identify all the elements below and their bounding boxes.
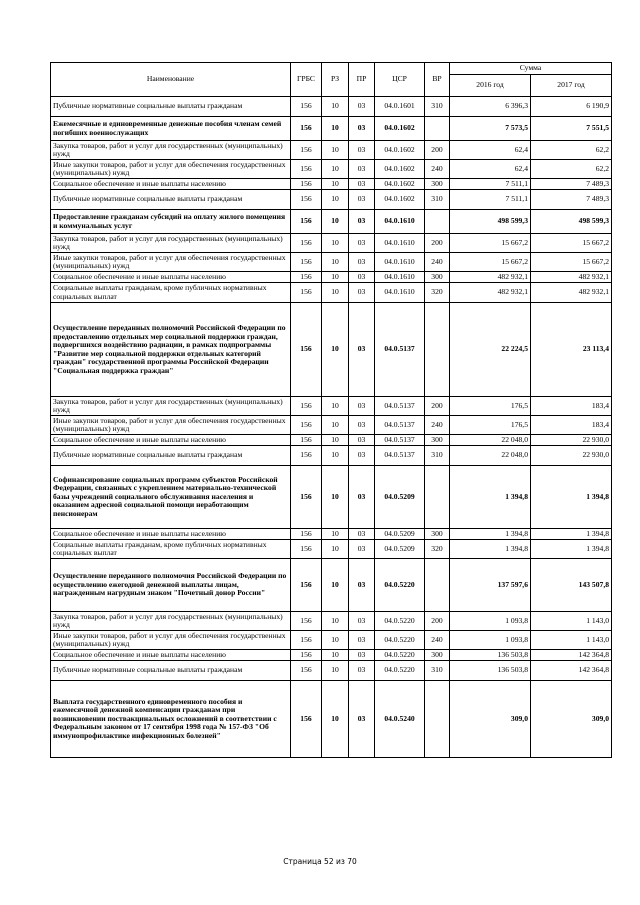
row-vr: 300 bbox=[425, 650, 450, 661]
table-row bbox=[51, 416, 612, 435]
row-sum-2016: 62,4 bbox=[450, 141, 531, 160]
row-pr: 03 bbox=[349, 117, 375, 141]
row-sum-2017: 183,4 bbox=[531, 416, 612, 435]
row-sum-2017: 22 930,0 bbox=[531, 435, 612, 446]
row-sum-2017: 143 507,8 bbox=[531, 559, 612, 612]
budget-table bbox=[50, 62, 612, 758]
row-rz: 10 bbox=[322, 466, 349, 529]
row-name: Социальное обеспечение и иные выплаты населению bbox=[51, 650, 291, 661]
row-sum-2016: 15 667,2 bbox=[450, 253, 531, 272]
row-sum-2017: 62,2 bbox=[531, 160, 612, 179]
row-rz: 10 bbox=[322, 612, 349, 631]
table-row bbox=[51, 179, 612, 190]
row-csr: 04.0.5137 bbox=[375, 446, 425, 466]
row-sum-2017: 142 364,8 bbox=[531, 650, 612, 661]
row-vr bbox=[425, 303, 450, 397]
row-sum-2016: 1 394,8 bbox=[450, 529, 531, 540]
row-sum-2016: 22 048,0 bbox=[450, 435, 531, 446]
row-name: Закупка товаров, работ и услуг для государственных (муниципальных) нужд bbox=[51, 234, 291, 253]
row-csr: 04.0.1602 bbox=[375, 160, 425, 179]
table-body bbox=[51, 97, 612, 758]
row-rz: 10 bbox=[322, 397, 349, 416]
row-csr: 04.0.5137 bbox=[375, 435, 425, 446]
row-sum-2016: 1 394,8 bbox=[450, 540, 531, 559]
header-rz: РЗ bbox=[322, 63, 349, 97]
row-csr: 04.0.1602 bbox=[375, 190, 425, 210]
row-name: Осуществление переданного полномочия Российской Федерации по осуществлению ежегодной денежной выплаты лицам, награжденным нагрудным знаком "Почетный донор России" bbox=[51, 559, 291, 612]
row-rz: 10 bbox=[322, 446, 349, 466]
row-csr: 04.0.1602 bbox=[375, 117, 425, 141]
row-pr: 03 bbox=[349, 612, 375, 631]
row-sum-2016: 15 667,2 bbox=[450, 234, 531, 253]
row-csr: 04.0.5220 bbox=[375, 661, 425, 681]
header-sum: Сумма bbox=[450, 63, 612, 75]
row-vr: 310 bbox=[425, 97, 450, 117]
row-vr: 300 bbox=[425, 529, 450, 540]
row-vr: 240 bbox=[425, 253, 450, 272]
row-grbs: 156 bbox=[291, 283, 322, 303]
row-sum-2017: 22 930,0 bbox=[531, 446, 612, 466]
row-pr: 03 bbox=[349, 540, 375, 559]
row-sum-2017: 183,4 bbox=[531, 397, 612, 416]
row-grbs: 156 bbox=[291, 303, 322, 397]
row-csr: 04.0.1602 bbox=[375, 179, 425, 190]
row-rz: 10 bbox=[322, 253, 349, 272]
row-grbs: 156 bbox=[291, 253, 322, 272]
row-rz: 10 bbox=[322, 303, 349, 397]
row-sum-2016: 1 093,8 bbox=[450, 631, 531, 650]
row-sum-2017: 15 667,2 bbox=[531, 253, 612, 272]
table-row bbox=[51, 631, 612, 650]
row-name: Социальное обеспечение и иные выплаты населению bbox=[51, 179, 291, 190]
row-name: Закупка товаров, работ и услуг для государственных (муниципальных) нужд bbox=[51, 141, 291, 160]
table-row bbox=[51, 446, 612, 466]
header-vr: ВР bbox=[425, 63, 450, 97]
row-rz: 10 bbox=[322, 540, 349, 559]
row-csr: 04.0.1610 bbox=[375, 253, 425, 272]
row-name: Публичные нормативные социальные выплаты гражданам bbox=[51, 190, 291, 210]
row-pr: 03 bbox=[349, 416, 375, 435]
table-row bbox=[51, 540, 612, 559]
row-pr: 03 bbox=[349, 559, 375, 612]
row-csr: 04.0.5209 bbox=[375, 466, 425, 529]
row-vr: 310 bbox=[425, 661, 450, 681]
row-vr: 240 bbox=[425, 416, 450, 435]
row-sum-2017: 1 394,8 bbox=[531, 529, 612, 540]
row-sum-2016: 136 503,8 bbox=[450, 661, 531, 681]
row-csr: 04.0.5240 bbox=[375, 681, 425, 758]
row-csr: 04.0.5137 bbox=[375, 416, 425, 435]
row-rz: 10 bbox=[322, 283, 349, 303]
row-pr: 03 bbox=[349, 397, 375, 416]
header-csr: ЦСР bbox=[375, 63, 425, 97]
table-row bbox=[51, 117, 612, 141]
row-pr: 03 bbox=[349, 141, 375, 160]
row-name: Иные закупки товаров, работ и услуг для обеспечения государственных (муниципальных) нужд bbox=[51, 160, 291, 179]
row-sum-2016: 176,5 bbox=[450, 416, 531, 435]
row-csr: 04.0.1610 bbox=[375, 234, 425, 253]
row-sum-2016: 7 511,1 bbox=[450, 179, 531, 190]
row-vr: 320 bbox=[425, 540, 450, 559]
row-rz: 10 bbox=[322, 210, 349, 234]
row-csr: 04.0.1610 bbox=[375, 210, 425, 234]
row-pr: 03 bbox=[349, 210, 375, 234]
row-sum-2016: 309,0 bbox=[450, 681, 531, 758]
row-name: Софинансирование социальных программ субъектов Российской Федерации, связанных с укреплением материально-технической базы учреждений социального обслуживания населения и оказанием адресной социальной помощи неработающим пенсионерам bbox=[51, 466, 291, 529]
row-rz: 10 bbox=[322, 631, 349, 650]
header-row-top bbox=[51, 63, 612, 75]
row-rz: 10 bbox=[322, 529, 349, 540]
row-grbs: 156 bbox=[291, 190, 322, 210]
row-vr: 300 bbox=[425, 272, 450, 283]
row-sum-2017: 6 190,9 bbox=[531, 97, 612, 117]
row-pr: 03 bbox=[349, 435, 375, 446]
row-sum-2017: 482 932,1 bbox=[531, 272, 612, 283]
row-name: Социальное обеспечение и иные выплаты населению bbox=[51, 435, 291, 446]
header-pr: ПР bbox=[349, 63, 375, 97]
row-name: Социальные выплаты гражданам, кроме публичных нормативных социальных выплат bbox=[51, 540, 291, 559]
row-sum-2017: 1 143,0 bbox=[531, 631, 612, 650]
row-pr: 03 bbox=[349, 253, 375, 272]
table-row bbox=[51, 612, 612, 631]
row-name: Социальное обеспечение и иные выплаты населению bbox=[51, 272, 291, 283]
row-vr: 200 bbox=[425, 234, 450, 253]
row-csr: 04.0.5209 bbox=[375, 540, 425, 559]
row-sum-2017: 1 143,0 bbox=[531, 612, 612, 631]
row-csr: 04.0.5220 bbox=[375, 631, 425, 650]
table-row bbox=[51, 435, 612, 446]
table-row bbox=[51, 466, 612, 529]
row-rz: 10 bbox=[322, 435, 349, 446]
row-sum-2017: 498 599,3 bbox=[531, 210, 612, 234]
row-rz: 10 bbox=[322, 97, 349, 117]
table-row bbox=[51, 97, 612, 117]
row-sum-2017: 1 394,8 bbox=[531, 466, 612, 529]
header-year-2016: 2016 год bbox=[450, 75, 531, 97]
row-pr: 03 bbox=[349, 283, 375, 303]
row-pr: 03 bbox=[349, 650, 375, 661]
table-row bbox=[51, 303, 612, 397]
row-name: Ежемесячные и единовременные денежные пособия членам семей погибших военнослужащих bbox=[51, 117, 291, 141]
row-vr: 300 bbox=[425, 435, 450, 446]
row-rz: 10 bbox=[322, 234, 349, 253]
row-sum-2016: 62,4 bbox=[450, 160, 531, 179]
row-vr bbox=[425, 681, 450, 758]
row-grbs: 156 bbox=[291, 681, 322, 758]
row-grbs: 156 bbox=[291, 446, 322, 466]
row-sum-2016: 22 048,0 bbox=[450, 446, 531, 466]
row-vr bbox=[425, 559, 450, 612]
row-csr: 04.0.5137 bbox=[375, 303, 425, 397]
row-vr: 310 bbox=[425, 190, 450, 210]
row-vr: 310 bbox=[425, 446, 450, 466]
table-row bbox=[51, 190, 612, 210]
row-pr: 03 bbox=[349, 446, 375, 466]
row-name: Осуществление переданных полномочий Российской Федерации по предоставлению отдельных мер социальной поддержки граждан, подвергшихся воздействию радиации, в рамках подпрограммы "Развитие мер социальной поддержки отдельных категорий граждан" государственной программы Российской Федерации "Социальная поддержка граждан" bbox=[51, 303, 291, 397]
row-grbs: 156 bbox=[291, 559, 322, 612]
row-vr bbox=[425, 117, 450, 141]
row-sum-2016: 1 093,8 bbox=[450, 612, 531, 631]
row-grbs: 156 bbox=[291, 631, 322, 650]
row-csr: 04.0.1610 bbox=[375, 272, 425, 283]
row-grbs: 156 bbox=[291, 650, 322, 661]
row-name: Публичные нормативные социальные выплаты гражданам bbox=[51, 446, 291, 466]
header-year-2017: 2017 год bbox=[531, 75, 612, 97]
table-row bbox=[51, 141, 612, 160]
row-grbs: 156 bbox=[291, 179, 322, 190]
table-row bbox=[51, 272, 612, 283]
row-grbs: 156 bbox=[291, 160, 322, 179]
row-grbs: 156 bbox=[291, 540, 322, 559]
row-sum-2016: 498 599,3 bbox=[450, 210, 531, 234]
row-grbs: 156 bbox=[291, 612, 322, 631]
row-sum-2017: 7 551,5 bbox=[531, 117, 612, 141]
row-pr: 03 bbox=[349, 529, 375, 540]
row-pr: 03 bbox=[349, 303, 375, 397]
row-pr: 03 bbox=[349, 190, 375, 210]
row-vr: 200 bbox=[425, 612, 450, 631]
header-name: Наименование bbox=[51, 63, 291, 97]
row-sum-2017: 62,2 bbox=[531, 141, 612, 160]
row-name: Социальное обеспечение и иные выплаты населению bbox=[51, 529, 291, 540]
table-row bbox=[51, 681, 612, 758]
row-vr: 240 bbox=[425, 160, 450, 179]
table-row bbox=[51, 160, 612, 179]
row-sum-2016: 1 394,8 bbox=[450, 466, 531, 529]
row-grbs: 156 bbox=[291, 416, 322, 435]
row-name: Публичные нормативные социальные выплаты гражданам bbox=[51, 97, 291, 117]
table-row bbox=[51, 397, 612, 416]
row-sum-2016: 6 396,3 bbox=[450, 97, 531, 117]
row-sum-2017: 15 667,2 bbox=[531, 234, 612, 253]
row-vr: 200 bbox=[425, 141, 450, 160]
row-grbs: 156 bbox=[291, 435, 322, 446]
row-sum-2016: 482 932,1 bbox=[450, 283, 531, 303]
row-csr: 04.0.5220 bbox=[375, 612, 425, 631]
row-grbs: 156 bbox=[291, 210, 322, 234]
row-sum-2017: 309,0 bbox=[531, 681, 612, 758]
row-name: Публичные нормативные социальные выплаты гражданам bbox=[51, 661, 291, 681]
row-csr: 04.0.1610 bbox=[375, 283, 425, 303]
row-pr: 03 bbox=[349, 160, 375, 179]
row-pr: 03 bbox=[349, 631, 375, 650]
row-vr: 200 bbox=[425, 397, 450, 416]
table-row bbox=[51, 661, 612, 681]
row-sum-2017: 1 394,8 bbox=[531, 540, 612, 559]
row-name: Социальные выплаты гражданам, кроме публичных нормативных социальных выплат bbox=[51, 283, 291, 303]
row-name: Иные закупки товаров, работ и услуг для обеспечения государственных (муниципальных) нужд bbox=[51, 631, 291, 650]
row-rz: 10 bbox=[322, 179, 349, 190]
row-sum-2016: 136 503,8 bbox=[450, 650, 531, 661]
row-csr: 04.0.1601 bbox=[375, 97, 425, 117]
row-grbs: 156 bbox=[291, 97, 322, 117]
row-csr: 04.0.5220 bbox=[375, 650, 425, 661]
row-rz: 10 bbox=[322, 681, 349, 758]
row-sum-2017: 142 364,8 bbox=[531, 661, 612, 681]
row-csr: 04.0.1602 bbox=[375, 141, 425, 160]
row-name: Выплата государственного единовременного пособия и ежемесячной денежной компенсации гражданам при возникновении поствакцинальных осложнений в соответствии с Федеральным законом от 17 сентября 1998 года № 157-ФЗ "Об иммунопрофилактике инфекционных болезней" bbox=[51, 681, 291, 758]
row-grbs: 156 bbox=[291, 234, 322, 253]
table-row bbox=[51, 529, 612, 540]
table-row bbox=[51, 253, 612, 272]
row-grbs: 156 bbox=[291, 397, 322, 416]
table-row bbox=[51, 559, 612, 612]
row-sum-2017: 7 489,3 bbox=[531, 179, 612, 190]
row-sum-2017: 23 113,4 bbox=[531, 303, 612, 397]
row-rz: 10 bbox=[322, 272, 349, 283]
row-pr: 03 bbox=[349, 681, 375, 758]
row-name: Иные закупки товаров, работ и услуг для обеспечения государственных (муниципальных) нужд bbox=[51, 416, 291, 435]
table-row bbox=[51, 210, 612, 234]
row-grbs: 156 bbox=[291, 661, 322, 681]
row-grbs: 156 bbox=[291, 466, 322, 529]
row-rz: 10 bbox=[322, 559, 349, 612]
table-row bbox=[51, 234, 612, 253]
row-vr bbox=[425, 210, 450, 234]
row-name: Иные закупки товаров, работ и услуг для обеспечения государственных (муниципальных) нужд bbox=[51, 253, 291, 272]
row-pr: 03 bbox=[349, 97, 375, 117]
row-grbs: 156 bbox=[291, 117, 322, 141]
header-grbs: ГРБС bbox=[291, 63, 322, 97]
row-rz: 10 bbox=[322, 160, 349, 179]
row-pr: 03 bbox=[349, 234, 375, 253]
page-footer: Страница 52 из 70 bbox=[283, 857, 357, 866]
table-row bbox=[51, 283, 612, 303]
row-sum-2016: 7 573,5 bbox=[450, 117, 531, 141]
row-rz: 10 bbox=[322, 141, 349, 160]
row-name: Предоставление гражданам субсидий на оплату жилого помещения и коммунальных услуг bbox=[51, 210, 291, 234]
row-grbs: 156 bbox=[291, 529, 322, 540]
row-sum-2016: 176,5 bbox=[450, 397, 531, 416]
row-csr: 04.0.5137 bbox=[375, 397, 425, 416]
row-vr bbox=[425, 466, 450, 529]
row-grbs: 156 bbox=[291, 272, 322, 283]
row-csr: 04.0.5209 bbox=[375, 529, 425, 540]
row-vr: 240 bbox=[425, 631, 450, 650]
row-csr: 04.0.5220 bbox=[375, 559, 425, 612]
row-sum-2017: 482 932,1 bbox=[531, 283, 612, 303]
row-name: Закупка товаров, работ и услуг для государственных (муниципальных) нужд bbox=[51, 397, 291, 416]
row-vr: 300 bbox=[425, 179, 450, 190]
row-sum-2017: 7 489,3 bbox=[531, 190, 612, 210]
row-rz: 10 bbox=[322, 661, 349, 681]
row-grbs: 156 bbox=[291, 141, 322, 160]
row-pr: 03 bbox=[349, 466, 375, 529]
row-sum-2016: 22 224,5 bbox=[450, 303, 531, 397]
row-sum-2016: 7 511,1 bbox=[450, 190, 531, 210]
row-sum-2016: 137 597,6 bbox=[450, 559, 531, 612]
row-pr: 03 bbox=[349, 272, 375, 283]
row-sum-2016: 482 932,1 bbox=[450, 272, 531, 283]
table-row bbox=[51, 650, 612, 661]
row-vr: 320 bbox=[425, 283, 450, 303]
row-name: Закупка товаров, работ и услуг для государственных (муниципальных) нужд bbox=[51, 612, 291, 631]
row-pr: 03 bbox=[349, 661, 375, 681]
row-pr: 03 bbox=[349, 179, 375, 190]
row-rz: 10 bbox=[322, 117, 349, 141]
row-rz: 10 bbox=[322, 650, 349, 661]
row-rz: 10 bbox=[322, 416, 349, 435]
row-rz: 10 bbox=[322, 190, 349, 210]
